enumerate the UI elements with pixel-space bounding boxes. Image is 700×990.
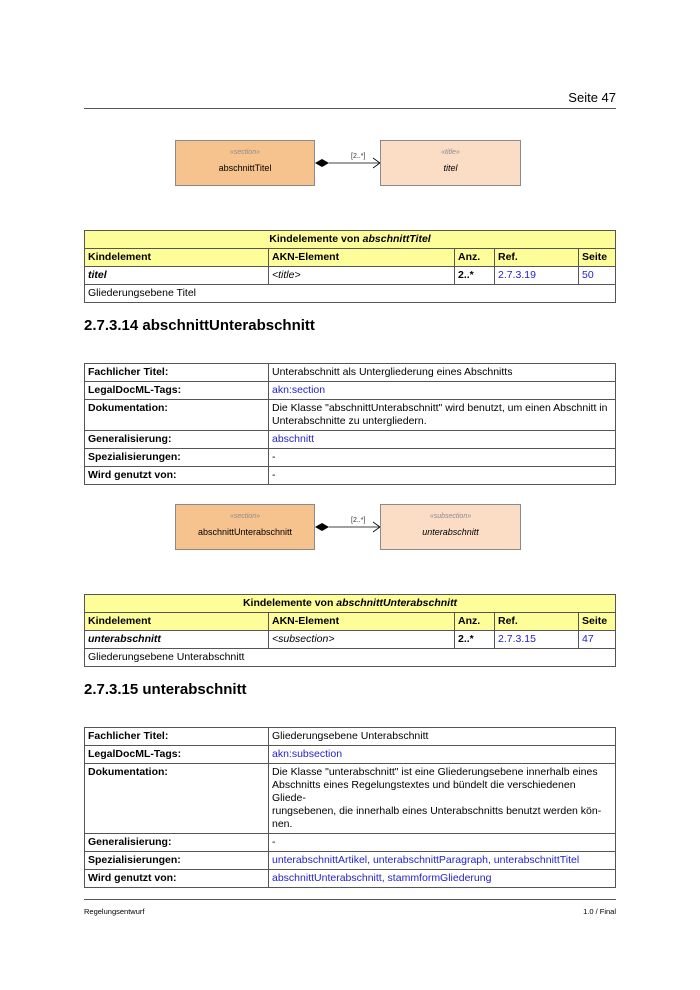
page-link[interactable]: 47	[579, 631, 616, 649]
table-row: unterabschnitt <subsection> 2..* 2.7.3.15 47	[85, 631, 616, 649]
header-divider	[84, 108, 616, 109]
class-name: abschnittTitel	[218, 163, 272, 173]
section-heading: 2.7.3.15 unterabschnitt	[84, 681, 247, 698]
table-row: Gliederungsebene Titel	[85, 285, 616, 303]
generalization-link[interactable]: abschnitt	[269, 431, 616, 449]
stereotype-label: «subsection»	[429, 513, 472, 520]
table-row: titel <title> 2..* 2.7.3.19 50	[85, 267, 616, 285]
table-row: Dokumentation: Die Klasse "abschnittUnterabschnitt" wird benutzt, um einen Abschnitt in Unterabschnitte zu untergliedern.	[85, 400, 616, 431]
multiplicity-label: [2..*]	[351, 153, 366, 160]
footer-divider	[84, 899, 616, 900]
specialization-links[interactable]: unterabschnittArtikel, unterabschnittParagraph, unterabschnittTitel	[269, 852, 616, 870]
table-title-row: Kindelemente von abschnittTitel	[85, 231, 616, 249]
uml-class-source	[175, 140, 315, 186]
table-row: Spezialisierungen: unterabschnittArtikel, unterabschnittParagraph, unterabschnittTitel	[85, 852, 616, 870]
used-by-links[interactable]: abschnittUnterabschnitt, stammformGliederung	[269, 870, 616, 888]
uml-diagram-abschnitt-titel	[175, 140, 521, 190]
footer-version: 1.0 / Final	[583, 907, 616, 916]
table-row: LegalDocML-Tags: akn:subsection	[85, 746, 616, 764]
composition-diamond-icon	[315, 523, 329, 531]
kindelemente-table-abschnitt-unterabschnitt	[84, 594, 616, 667]
table-row: Generalisierung: -	[85, 834, 616, 852]
fact-table-unterabschnitt	[84, 727, 616, 888]
table-header-row: Kindelement AKN-Element Anz. Ref. Seite	[85, 249, 616, 267]
uml-class-target	[380, 140, 521, 186]
table-row: Fachlicher Titel: Gliederungsebene Unterabschnitt	[85, 728, 616, 746]
composition-diamond-icon	[315, 159, 329, 167]
class-name: unterabschnitt	[422, 527, 479, 537]
table-header-row: Kindelement AKN-Element Anz. Ref. Seite	[85, 613, 616, 631]
table-row: Fachlicher Titel: Unterabschnitt als Untergliederung eines Abschnitts	[85, 364, 616, 382]
table-row: Wird genutzt von: -	[85, 467, 616, 485]
page-link[interactable]: 50	[579, 267, 616, 285]
table-row: Gliederungsebene Unterabschnitt	[85, 649, 616, 667]
uml-diagram-abschnitt-unterabschnitt	[175, 504, 521, 554]
section-heading: 2.7.3.14 abschnittUnterabschnitt	[84, 317, 315, 334]
stereotype-label: «section»	[230, 513, 260, 520]
footer-document-status: Regelungsentwurf	[84, 907, 145, 916]
uml-class-source	[175, 504, 315, 550]
table-row: Generalisierung: abschnitt	[85, 431, 616, 449]
tag-link[interactable]: akn:subsection	[269, 746, 616, 764]
class-name: abschnittUnterabschnitt	[197, 527, 293, 537]
stereotype-label: «section»	[230, 149, 260, 156]
table-row: Spezialisierungen: -	[85, 449, 616, 467]
table-title-row: Kindelemente von abschnittUnterabschnitt	[85, 595, 616, 613]
multiplicity-label: [2..*]	[351, 517, 366, 524]
class-name: titel	[443, 163, 458, 173]
table-row: LegalDocML-Tags: akn:section	[85, 382, 616, 400]
tag-link[interactable]: akn:section	[269, 382, 616, 400]
fact-table-abschnitt-unterabschnitt	[84, 363, 616, 485]
uml-class-target	[380, 504, 521, 550]
stereotype-label: «title»	[441, 149, 460, 156]
page-number: Seite 47	[568, 90, 616, 105]
kindelemente-table-abschnitt-titel	[84, 230, 616, 303]
ref-link[interactable]: 2.7.3.15	[495, 631, 579, 649]
table-row: Wird genutzt von: abschnittUnterabschnitt, stammformGliederung	[85, 870, 616, 888]
table-row: Dokumentation: Die Klasse "unterabschnitt" ist eine Gliederungsebene innerhalb eines Abschnitts eines Regelungstextes und bündelt die verschiedenen Gliede- rungsebenen, die innerhalb eines Unterabschnitts benutzt werden kön- nen.	[85, 764, 616, 834]
ref-link[interactable]: 2.7.3.19	[495, 267, 579, 285]
